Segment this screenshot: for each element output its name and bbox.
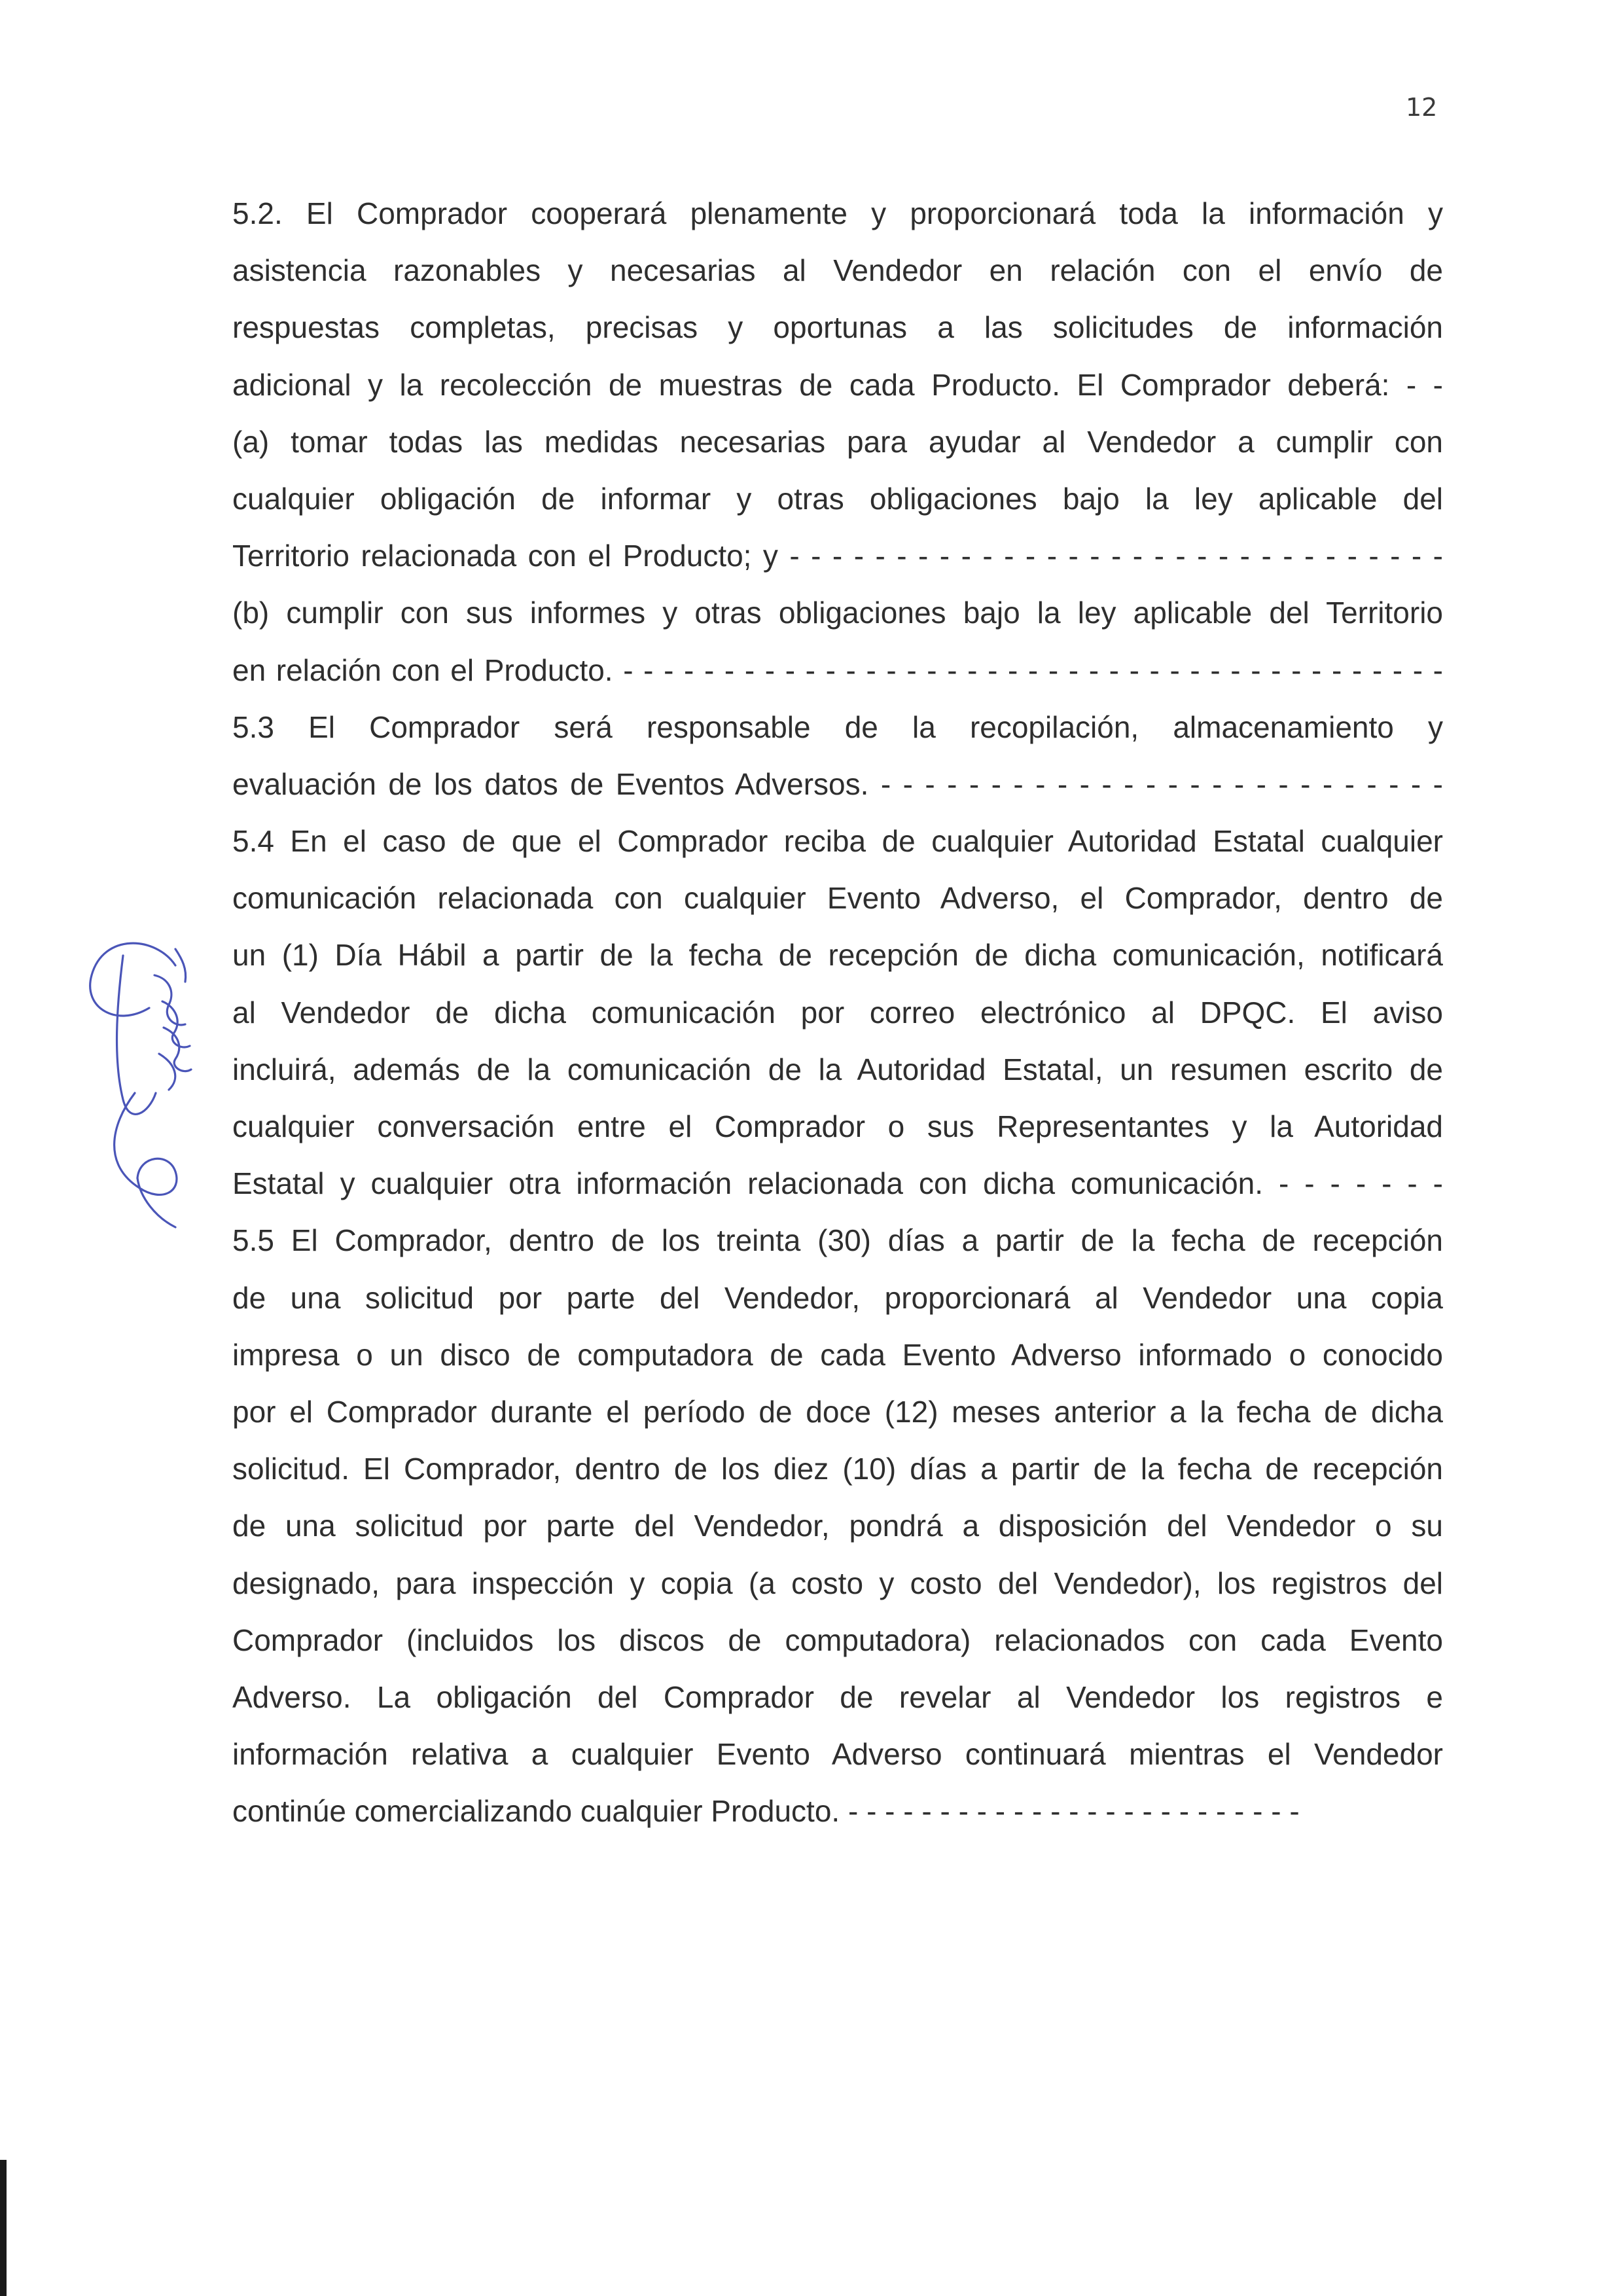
text-line: 5.3 El Comprador será responsable de la recopilación, almacenamiento y bbox=[232, 709, 1443, 744]
text-line: cualquier conversación entre el Comprador o sus Representantes y la Autoridad bbox=[232, 1109, 1443, 1143]
text-line: solicitud. El Comprador, dentro de los diez (10) días a partir de la fecha de recepción bbox=[232, 1452, 1443, 1486]
handwritten-signature-icon bbox=[77, 929, 195, 1230]
text-line: un (1) Día Hábil a partir de la fecha de recepción de dicha comunicación, notificará bbox=[232, 938, 1443, 973]
text-line: comunicación relacionada con cualquier Evento Adverso, el Comprador, dentro de bbox=[232, 881, 1443, 916]
text-line: información relativa a cualquier Evento Adverso continuará mientras el Vendedor bbox=[232, 1737, 1443, 1772]
text-line: designado, para inspección y copia (a costo y costo del Vendedor), los registros del bbox=[232, 1566, 1443, 1600]
text-line: Adverso. La obligación del Comprador de revelar al Vendedor los registros e bbox=[232, 1679, 1443, 1714]
text-line: 5.5 El Comprador, dentro de los treinta (30) días a partir de la fecha de recepción bbox=[232, 1223, 1443, 1258]
text-line: cualquier obligación de informar y otras obligaciones bajo la ley aplicable del bbox=[232, 481, 1443, 516]
text-line: respuestas completas, precisas y oportunas a las solicitudes de información bbox=[232, 310, 1443, 345]
text-line: (a) tomar todas las medidas necesarias para ayudar al Vendedor a cumplir con bbox=[232, 424, 1443, 459]
page-number: 12 bbox=[1406, 93, 1438, 122]
text-line: continúe comercializando cualquier Producto. - - - - - - - - - - - - - - - - - - - - - - - - - bbox=[232, 1794, 1300, 1829]
text-line: impresa o un disco de computadora de cada Evento Adverso informado o conocido bbox=[232, 1337, 1443, 1372]
text-line: en relación con el Producto. - - - - - - - - - - - - - - - - - - - - - - - - - - - - - - - - - - - - - - - - - bbox=[232, 653, 1443, 687]
text-line: al Vendedor de dicha comunicación por correo electrónico al DPQC. El aviso bbox=[232, 995, 1443, 1030]
text-line: 5.4 En el caso de que el Comprador reciba de cualquier Autoridad Estatal cualquier bbox=[232, 824, 1443, 859]
text-line: evaluación de los datos de Eventos Adversos. - - - - - - - - - - - - - - - - - - - - - - - - - - bbox=[232, 766, 1443, 801]
text-line: 5.2. El Comprador cooperará plenamente y proporcionará toda la información y bbox=[232, 196, 1443, 230]
text-line: por el Comprador durante el período de doce (12) meses anterior a la fecha de dicha bbox=[232, 1394, 1443, 1429]
body-text bbox=[232, 185, 1443, 1840]
text-line: asistencia razonables y necesarias al Vendedor en relación con el envío de bbox=[232, 253, 1443, 288]
text-line: Estatal y cualquier otra información relacionada con dicha comunicación. - - - - - - - bbox=[232, 1166, 1443, 1201]
text-line: Territorio relacionada con el Producto; y - - - - - - - - - - - - - - - - - - - - - - - - - - - - - - - bbox=[232, 539, 1443, 573]
text-line: de una solicitud por parte del Vendedor, pondrá a disposición del Vendedor o su bbox=[232, 1509, 1443, 1543]
text-line: Comprador (incluidos los discos de computadora) relacionados con cada Evento bbox=[232, 1623, 1443, 1657]
text-line: incluirá, además de la comunicación de la Autoridad Estatal, un resumen escrito de bbox=[232, 1052, 1443, 1086]
text-line: (b) cumplir con sus informes y otras obligaciones bajo la ley aplicable del Territorio bbox=[232, 596, 1443, 630]
text-line: adicional y la recolección de muestras de cada Producto. El Comprador deberá: - - bbox=[232, 367, 1443, 402]
scan-edge-shadow bbox=[0, 2160, 7, 2296]
text-line: de una solicitud por parte del Vendedor, proporcionará al Vendedor una copia bbox=[232, 1280, 1443, 1315]
